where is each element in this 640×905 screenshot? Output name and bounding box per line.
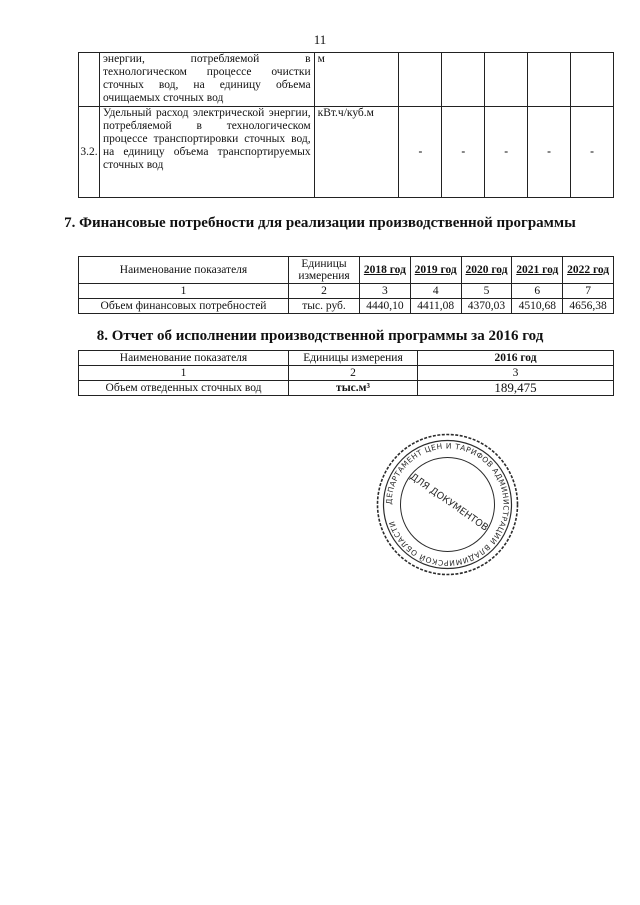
indicator-value: - bbox=[571, 107, 614, 198]
row-value: 4411,08 bbox=[410, 299, 461, 314]
header-year: 2018 год bbox=[360, 257, 411, 284]
indicator-value bbox=[571, 53, 614, 107]
header-year: 2019 год bbox=[410, 257, 461, 284]
financial-needs-table bbox=[78, 256, 614, 314]
header-name: Наименование показателя bbox=[79, 351, 289, 366]
table-header-row bbox=[79, 257, 614, 284]
section-7-heading: 7. Финансовые потребности для реализации производственной программы bbox=[64, 215, 576, 231]
row-name: Объем финансовых потребностей bbox=[79, 299, 289, 314]
row-unit: тыс.м³ bbox=[289, 381, 418, 396]
row-number bbox=[79, 53, 100, 107]
table-row bbox=[79, 107, 614, 198]
indicators-table-continued bbox=[78, 52, 614, 198]
official-stamp bbox=[375, 432, 520, 577]
section-8-heading: 8. Отчет об исполнении производственной программы за 2016 год bbox=[96, 328, 544, 344]
table-row bbox=[79, 381, 614, 396]
indicator-name: Удельный расход электрической энергии, потребляемой в технологическом процессе транспортировки сточных вод, на единицу объема транспортируемых сточных вод bbox=[99, 107, 314, 198]
row-value: 4656,38 bbox=[563, 299, 614, 314]
row-value: 189,475 bbox=[418, 381, 614, 396]
row-value: 4440,10 bbox=[360, 299, 411, 314]
indicator-unit: м bbox=[314, 53, 399, 107]
indicator-value bbox=[442, 53, 485, 107]
column-number: 3 bbox=[418, 366, 614, 381]
column-number: 4 bbox=[410, 284, 461, 299]
column-number: 2 bbox=[289, 366, 418, 381]
indicator-value: - bbox=[399, 107, 442, 198]
column-number: 1 bbox=[79, 366, 289, 381]
column-number: 6 bbox=[512, 284, 563, 299]
column-number: 5 bbox=[461, 284, 512, 299]
table-header-row bbox=[79, 351, 614, 366]
header-name: Наименование показателя bbox=[79, 257, 289, 284]
indicator-name: энергии, потребляемой в технологическом процессе очистки сточных вод, на единицу объема очищаемых сточных вод bbox=[99, 53, 314, 107]
header-unit: Единицы измерения bbox=[289, 257, 360, 284]
table-row bbox=[79, 53, 614, 107]
header-unit: Единицы измерения bbox=[289, 351, 418, 366]
indicator-value bbox=[399, 53, 442, 107]
indicator-value: - bbox=[485, 107, 528, 198]
indicator-value bbox=[528, 53, 571, 107]
indicator-unit: кВт.ч/куб.м bbox=[314, 107, 399, 198]
column-number: 7 bbox=[563, 284, 614, 299]
indicator-value: - bbox=[528, 107, 571, 198]
stamp-outer-text: ДЕПАРТАМЕНТ ЦЕН И ТАРИФОВ АДМИНИСТРАЦИИ ВЛАДИМИРСКОЙ ОБЛАСТИ bbox=[384, 441, 511, 568]
row-name: Объем отведенных сточных вод bbox=[79, 381, 289, 396]
header-year: 2021 год bbox=[512, 257, 563, 284]
column-number: 3 bbox=[360, 284, 411, 299]
program-report-table bbox=[78, 350, 614, 396]
stamp-center-text: ДЛЯ ДОКУМЕНТОВ bbox=[407, 471, 491, 534]
header-year: 2020 год bbox=[461, 257, 512, 284]
table-row bbox=[79, 299, 614, 314]
row-unit: тыс. руб. bbox=[289, 299, 360, 314]
indicator-value: - bbox=[442, 107, 485, 198]
column-numbers-row bbox=[79, 366, 614, 381]
row-value: 4370,03 bbox=[461, 299, 512, 314]
column-number: 1 bbox=[79, 284, 289, 299]
header-year: 2022 год bbox=[563, 257, 614, 284]
row-number: 3.2. bbox=[79, 107, 100, 198]
column-numbers-row bbox=[79, 284, 614, 299]
row-value: 4510,68 bbox=[512, 299, 563, 314]
indicator-value bbox=[485, 53, 528, 107]
page-number: 11 bbox=[313, 32, 327, 47]
column-number: 2 bbox=[289, 284, 360, 299]
header-year: 2016 год bbox=[418, 351, 614, 366]
